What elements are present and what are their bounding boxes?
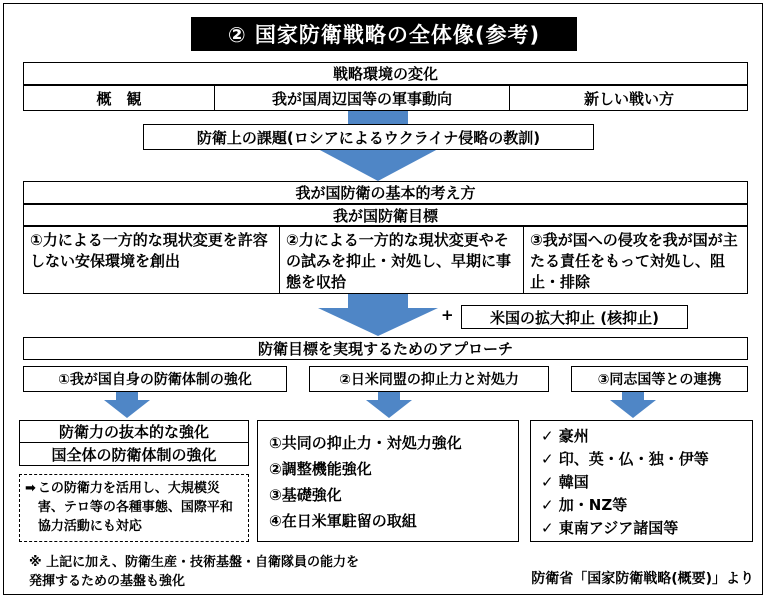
source-credit: 防衛省「国家防衛戦略(概要)」より <box>531 571 754 587</box>
defense-use-note <box>19 474 249 542</box>
national-defense-system-box: 国全体の防衛体制の強化 <box>51 445 217 464</box>
goal-item-3: ③我が国への侵攻を我が国が主たる責任をもって対処し、阻止・排除 <box>530 231 738 291</box>
partner-item: ✓ 豪州 <box>541 427 589 445</box>
approach-item-1: ①我が国自身の防衛体制の強化 <box>23 366 287 392</box>
down-arrow-right <box>610 392 656 418</box>
goal-item-1: ①力による一方的な現状変更を許容しない安保環境を創出 <box>24 227 280 293</box>
environment-col-neighbors: 我が国周辺国等の軍事動向 <box>215 86 510 110</box>
fundamental-reinforcement-box: 防衛力の抜本的な強化 <box>20 421 248 443</box>
partner-item: ✓ 加・NZ等 <box>541 496 628 514</box>
alliance-item: ①共同の抑止力・対処力強化 <box>269 434 462 452</box>
basic-policy-box: 我が国防衛の基本的考え方 <box>23 181 748 204</box>
approach-item-3: ③同志国等との連携 <box>571 366 748 392</box>
environment-col-overview: 概 観 <box>24 86 215 110</box>
plus-sign: + <box>441 306 454 324</box>
goals-row <box>23 226 748 294</box>
approach-row <box>23 366 748 392</box>
down-arrow-center <box>366 392 412 418</box>
alliance-list-box <box>257 420 519 542</box>
environment-header: 戦略環境の変化 <box>23 62 748 85</box>
partner-item: ✓ 印、英・仏・独・伊等 <box>541 450 709 468</box>
alliance-item: ④在日米軍駐留の取組 <box>269 512 417 530</box>
goals-header: 我が国防衛目標 <box>23 204 748 226</box>
down-arrow-left <box>104 392 150 418</box>
goal-item-2: ②力による一方的な現状変更やその試みを抑止・対処し、早期に事態を収拾 <box>280 227 524 293</box>
alliance-item: ②調整機能強化 <box>269 460 372 478</box>
partner-item: ✓ 韓国 <box>541 473 589 491</box>
partner-item: ✓ 東南アジア諸国等 <box>541 519 679 537</box>
approach-header: 防衛目標を実現するためのアプローチ <box>23 337 748 360</box>
own-defense-boxes <box>19 420 249 466</box>
defense-issue-box: 防衛上の課題(ロシアによるウクライナ侵略の教訓) <box>143 124 594 150</box>
page-title: ② 国家防衛戦略の全体像(参考) <box>191 17 577 51</box>
partners-list-box <box>530 420 753 542</box>
environment-row <box>23 85 748 111</box>
approach-item-2: ②日米同盟の抑止力と対処力 <box>309 366 549 392</box>
defense-use-note-text: この防衛力を活用し、大規模災害、テロ等の各種事態、国際平和協力活動にも対応 <box>37 481 233 534</box>
environment-col-new-warfare: 新しい戦い方 <box>583 89 674 108</box>
alliance-item: ③基礎強化 <box>269 486 342 504</box>
right-arrow-icon: ➡ <box>25 481 36 496</box>
us-extended-deterrence-box: 米国の拡大抑止 (核抑止) <box>461 305 688 329</box>
down-arrow-2 <box>318 294 438 336</box>
footnote: ※ 上記に加え、防衛生産・技術基盤・自衛隊員の能力を発揮するための基盤も強化 <box>29 555 359 589</box>
